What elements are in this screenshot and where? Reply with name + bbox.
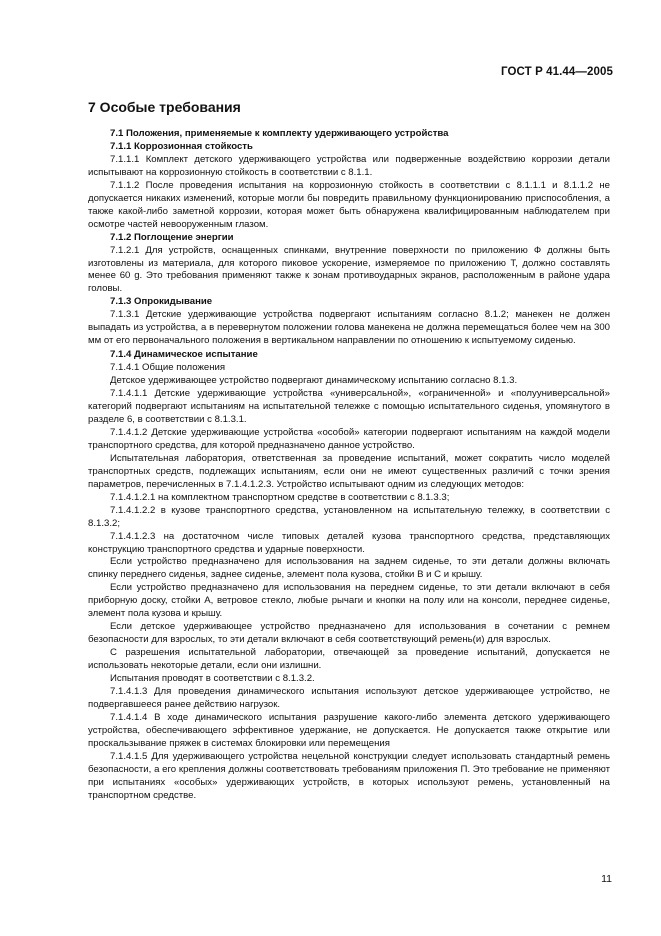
subsection-heading: 7.1 Положения, применяемые к комплекту удерживающего устройства xyxy=(110,128,449,139)
subsection-heading: 7.1.2 Поглощение энергии xyxy=(110,231,234,243)
body-paragraph: 7.1.3.1 Детские удерживающие устройства подвергают испытаниям согласно 8.1.2; манекен не должен выпадать из устройства, а в перевернутом положении голова манекена не должна перемещаться более чем на 300 мм от его первоначального положения в вертикальном направлении по отношению к испытуемому сиденью. xyxy=(88,309,610,347)
subsection-heading: 7.1.1 Коррозионная стойкость xyxy=(110,140,253,152)
body-paragraph: 7.1.4.1.2 Детские удерживающие устройства «особой» категории подвергают испытаниям на каждой модели транспортного средства, для которой предназначено данное устройство. xyxy=(88,426,610,451)
body-paragraph: Если устройство предназначено для использования на заднем сиденье, то эти детали должны включать спинку переднего сиденья, заднее сиденье, элемент пола кузова, стойки В и С и крышу. xyxy=(88,556,610,581)
body-paragraph: 7.1.4.1 Общие положения xyxy=(110,362,226,374)
body-paragraph: 7.1.4.1.2.1 на комплектном транспортном средстве в соответствии с 8.1.3.3; xyxy=(110,491,450,503)
body-paragraph: 7.1.4.1.1 Детские удерживающие устройства «универсальной», «ограниченной» и «полууниверсальной» категорий подвергают испытаниям на испытательной тележке с помощью испытательного сиденья, упомянутого в разделе 6, в соответствии с 8.1.3.1. xyxy=(88,388,610,425)
body-paragraph: 7.1.1.2 После проведения испытания на коррозионную стойкость в соответствии с 8.1.1.1 и 8.1.1.2 не допускается никаких изменений, которые могли бы повредить правильному функционированию приспособления, а также какой-либо заметной коррозии, которая может быть обнаружена квалифицированным наблюдателем при осмотре частей невооруженным глазом. xyxy=(88,179,610,230)
subsection-heading: 7.1.4 Динамическое испытание xyxy=(110,349,258,361)
subsection-heading: 7.1.3 Опрокидывание xyxy=(110,296,213,308)
body-paragraph: Детское удерживающее устройство подвергают динамическому испытанию согласно 8.1.3. xyxy=(110,375,518,387)
document-code-header: ГОСТ Р 41.44—2005 xyxy=(501,66,613,78)
body-paragraph: 7.1.2.1 Для устройств, оснащенных спинками, внутренние поверхности по приложению Ф должны быть изготовлены из материала, для которого пиковое ускорение, измеряемое по приложению Т, должно составлять менее 60 g. Это требования применяют также к зонам противоударных экранов, расположенным в районе удара головы. xyxy=(88,244,610,295)
body-paragraph: Если устройство предназначено для использования на переднем сиденье, то эти детали включают в себя приборную доску, стойки А, ветровое стекло, любые рычаги и кнопки на полу или на консоли, переднее сиденье, элемент пола кузова и крышу. xyxy=(88,582,610,620)
document-body xyxy=(88,128,610,803)
body-paragraph: 7.1.4.1.2.2 в кузове транспортного средства, установленном на испытательную тележку, в соответствии с 8.1.3.2; xyxy=(88,504,610,529)
body-paragraph: 7.1.4.1.3 Для проведения динамического испытания используют детское удерживающее устройство, не подвергавшееся ранее действию нагрузок. xyxy=(88,685,610,710)
body-paragraph: Испытательная лаборатория, ответственная за проведение испытаний, может сократить число моделей транспортных средств, подлежащих испытаниям, если они не имеют существенных различий с точки зрения параметров, перечисленных в 7.1.4.1.2.3. Устройство испытывают одним из следующих методов: xyxy=(88,452,610,490)
body-paragraph: 7.1.4.1.2.3 на достаточном числе типовых деталей кузова транспортного средства, представляющих конструкцию транспортного средства и ударные поверхности. xyxy=(88,530,610,555)
body-paragraph: 7.1.1.1 Комплект детского удерживающего устройства или подверженные воздействию коррозии детали испытывают на коррозионную стойкость в соответствии с 8.1.1. xyxy=(88,153,610,178)
page-number: 11 xyxy=(601,873,612,885)
section-title: 7 Особые требования xyxy=(88,99,241,115)
body-paragraph: Если детское удерживающее устройство предназначено для использования в сочетании с ремнем безопасности для взрослых, то эти детали включают в себя соответствующий ремень(и) для взрослых. xyxy=(88,621,610,646)
body-paragraph: Испытания проводят в соответствии с 8.1.3.2. xyxy=(110,673,315,685)
body-paragraph: 7.1.4.1.4 В ходе динамического испытания разрушение какого-либо элемента детского удерживающего устройства, обеспечивающего эффективное удержание, не допускается. Не допускается также открытие или проскальзывание пряжек в системах блокировки или перемещения xyxy=(88,711,610,749)
body-paragraph: С разрешения испытательной лаборатории, отвечающей за проведение испытаний, допускается не использовать некоторые детали, если они излишни. xyxy=(88,647,610,672)
body-paragraph: 7.1.4.1.5 Для удерживающего устройства нецельной конструкции следует использовать стандартный ремень безопасности, а его крепления должны соответствовать требованиям приложения П. Это требование не применяют при испытаниях «особых» удерживающих устройств, в которых используют ремень, установленный на транспортном средстве. xyxy=(88,750,610,801)
